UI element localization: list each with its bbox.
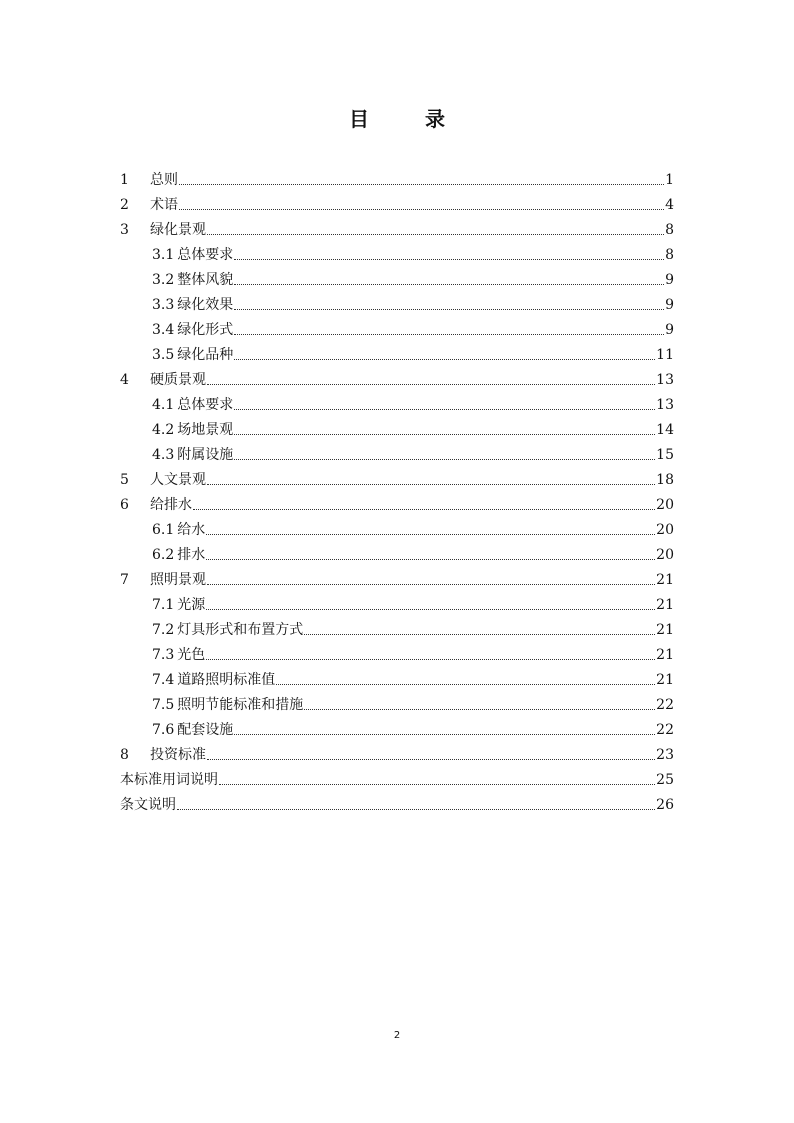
toc-entry-title: 绿化品种 [177,347,234,363]
toc-entry-heading [120,296,233,314]
toc-entry-heading [120,271,233,289]
toc-entry-title: 总体要求 [177,247,234,263]
toc-entry-page: 21 [656,622,674,638]
toc-entry[interactable] [120,289,674,314]
toc-entry-heading [120,721,233,739]
toc-entry-page: 26 [656,797,674,813]
toc-entry-number: 7 [120,572,129,588]
toc-leader-dots [207,234,664,235]
toc-entry-page: 8 [665,247,674,263]
toc-leader-dots [179,209,664,210]
toc-entry-page: 21 [656,597,674,613]
toc-leader-dots [177,809,655,810]
toc-entry-heading [120,246,233,264]
toc-entry-page: 20 [656,547,674,563]
toc-entry[interactable] [120,739,674,764]
toc-entry-page: 25 [656,772,674,788]
toc-leader-dots [206,534,655,535]
toc-entry-page: 21 [656,572,674,588]
toc-leader-dots [207,759,655,760]
toc-leader-dots [179,184,664,185]
toc-entry-title: 给排水 [150,497,192,513]
toc-entry[interactable] [120,639,674,664]
toc-entry-number: 4.1 [152,397,175,413]
toc-leader-dots [234,459,655,460]
toc-entry-title: 总则 [150,172,178,188]
toc-entry-heading [120,421,233,439]
toc-entry-title: 绿化形式 [177,322,234,338]
toc-entry-heading [120,471,206,489]
toc-entry-page: 4 [665,197,674,213]
toc-entry[interactable] [120,389,674,414]
toc-entry-page: 18 [656,472,674,488]
toc-entry-title: 本标准用词说明 [120,772,218,788]
toc-entry-heading [120,646,205,664]
toc-entry-page: 13 [656,397,674,413]
toc-entry-number: 3.5 [152,347,175,363]
toc-entry-title: 场地景观 [177,422,234,438]
toc-entry-heading [120,321,233,339]
toc-entry-title: 附属设施 [177,447,234,463]
toc-entry-page: 15 [656,447,674,463]
toc-entry-number: 4.2 [152,422,175,438]
toc-entry[interactable] [120,539,674,564]
toc-entry-number: 1 [120,172,129,188]
toc-leader-dots [234,434,655,435]
toc-entry-heading [120,546,205,564]
toc-entry[interactable] [120,714,674,739]
toc-entry-title: 条文说明 [120,797,176,813]
toc-leader-dots [234,259,664,260]
toc-entry-number: 7.6 [152,722,175,738]
toc-entry-number: 7.4 [152,672,175,688]
toc-entry-page: 23 [656,747,674,763]
toc-entry-heading [120,371,206,389]
toc-entry-title: 绿化效果 [177,297,234,313]
toc-entry-title: 道路照明标准值 [177,672,276,688]
toc-entry-number: 5 [120,472,129,488]
toc-entry-title: 灯具形式和布置方式 [177,622,304,638]
toc-leader-dots [234,309,664,310]
toc-entry-number: 3.4 [152,322,175,338]
toc-entry[interactable] [120,614,674,639]
toc-entry-heading [120,796,176,814]
page-number: 2 [393,1030,401,1041]
toc-entry-heading [120,771,218,789]
title-char-1: 目 [349,107,369,131]
title-char-2: 录 [425,107,445,131]
toc-entry-number: 3.3 [152,297,175,313]
toc-entry[interactable] [120,339,674,364]
toc-entry-heading [120,396,233,414]
toc-entry-heading [120,446,233,464]
toc-entry-page: 14 [656,422,674,438]
toc-leader-dots [304,709,655,710]
toc-entry-title: 整体风貌 [177,272,234,288]
toc-entry[interactable] [120,589,674,614]
toc-entry-number: 7.1 [152,597,175,613]
toc-entry[interactable] [120,264,674,289]
toc-entry-page: 11 [656,347,674,363]
toc-entry-number: 8 [120,747,129,763]
toc-entry-number: 4 [120,372,129,388]
toc-leader-dots [193,509,655,510]
toc-entry-page: 13 [656,372,674,388]
toc-entry-heading [120,171,178,189]
toc-leader-dots [234,734,655,735]
toc-entry[interactable] [120,664,674,689]
toc-leader-dots [234,409,655,410]
page-title [0,104,794,134]
toc-entry[interactable] [120,414,674,439]
toc-entry[interactable] [120,514,674,539]
toc-entry-heading [120,596,205,614]
toc-entry[interactable] [120,764,674,789]
toc-leader-dots [206,609,655,610]
toc-entry[interactable] [120,464,674,489]
toc-entry-title: 人文景观 [150,472,206,488]
toc-entry-heading [120,496,192,514]
toc-leader-dots [207,384,655,385]
toc-entry-heading [120,746,206,764]
toc-entry-number: 6.1 [152,522,175,538]
toc-entry-title: 术语 [150,197,178,213]
table-of-contents [120,164,674,814]
toc-entry[interactable] [120,364,674,389]
toc-entry-number: 7.3 [152,647,175,663]
toc-entry[interactable] [120,439,674,464]
toc-leader-dots [304,634,655,635]
toc-entry-number: 6 [120,497,129,513]
toc-entry-page: 9 [665,297,674,313]
toc-entry-page: 20 [656,497,674,513]
toc-entry-page: 22 [656,722,674,738]
toc-entry[interactable] [120,214,674,239]
toc-leader-dots [206,559,655,560]
toc-entry-heading [120,696,303,714]
toc-leader-dots [234,359,655,360]
toc-leader-dots [207,584,655,585]
toc-entry-heading [120,521,205,539]
toc-entry-number: 2 [120,197,129,213]
toc-leader-dots [234,284,664,285]
toc-entry-page: 1 [665,172,674,188]
toc-entry[interactable] [120,189,674,214]
toc-leader-dots [206,659,655,660]
toc-entry-heading [120,346,233,364]
toc-leader-dots [276,684,655,685]
toc-entry-title: 排水 [177,547,206,563]
toc-entry-title: 绿化景观 [150,222,206,238]
toc-entry[interactable] [120,489,674,514]
toc-entry-page: 9 [665,322,674,338]
toc-entry[interactable] [120,564,674,589]
toc-leader-dots [219,784,655,785]
toc-entry-number: 7.5 [152,697,175,713]
toc-entry-page: 21 [656,647,674,663]
toc-entry[interactable] [120,164,674,189]
toc-entry-page: 21 [656,672,674,688]
toc-entry-page: 9 [665,272,674,288]
toc-entry-title: 光源 [177,597,206,613]
toc-entry-number: 3 [120,222,129,238]
toc-leader-dots [234,334,664,335]
toc-entry-title: 照明景观 [150,572,206,588]
toc-entry-title: 投资标准 [150,747,206,763]
toc-entry-page: 20 [656,522,674,538]
toc-entry-number: 6.2 [152,547,175,563]
toc-entry-heading [120,571,206,589]
toc-entry-heading [120,671,275,689]
toc-entry-title: 硬质景观 [150,372,206,388]
toc-entry-title: 配套设施 [177,722,234,738]
toc-entry-heading [120,196,178,214]
toc-entry-title: 照明节能标准和措施 [177,697,304,713]
toc-entry-title: 光色 [177,647,206,663]
toc-entry-page: 8 [665,222,674,238]
toc-entry-title: 总体要求 [177,397,234,413]
toc-entry[interactable] [120,789,674,814]
toc-leader-dots [207,484,655,485]
toc-entry-title: 给水 [177,522,206,538]
toc-entry-number: 3.2 [152,272,175,288]
toc-entry[interactable] [120,239,674,264]
toc-entry-heading [120,621,303,639]
toc-entry-heading [120,221,206,239]
toc-entry-number: 7.2 [152,622,175,638]
toc-entry-number: 3.1 [152,247,175,263]
toc-entry[interactable] [120,314,674,339]
toc-entry-number: 4.3 [152,447,175,463]
toc-entry-page: 22 [656,697,674,713]
toc-entry[interactable] [120,689,674,714]
